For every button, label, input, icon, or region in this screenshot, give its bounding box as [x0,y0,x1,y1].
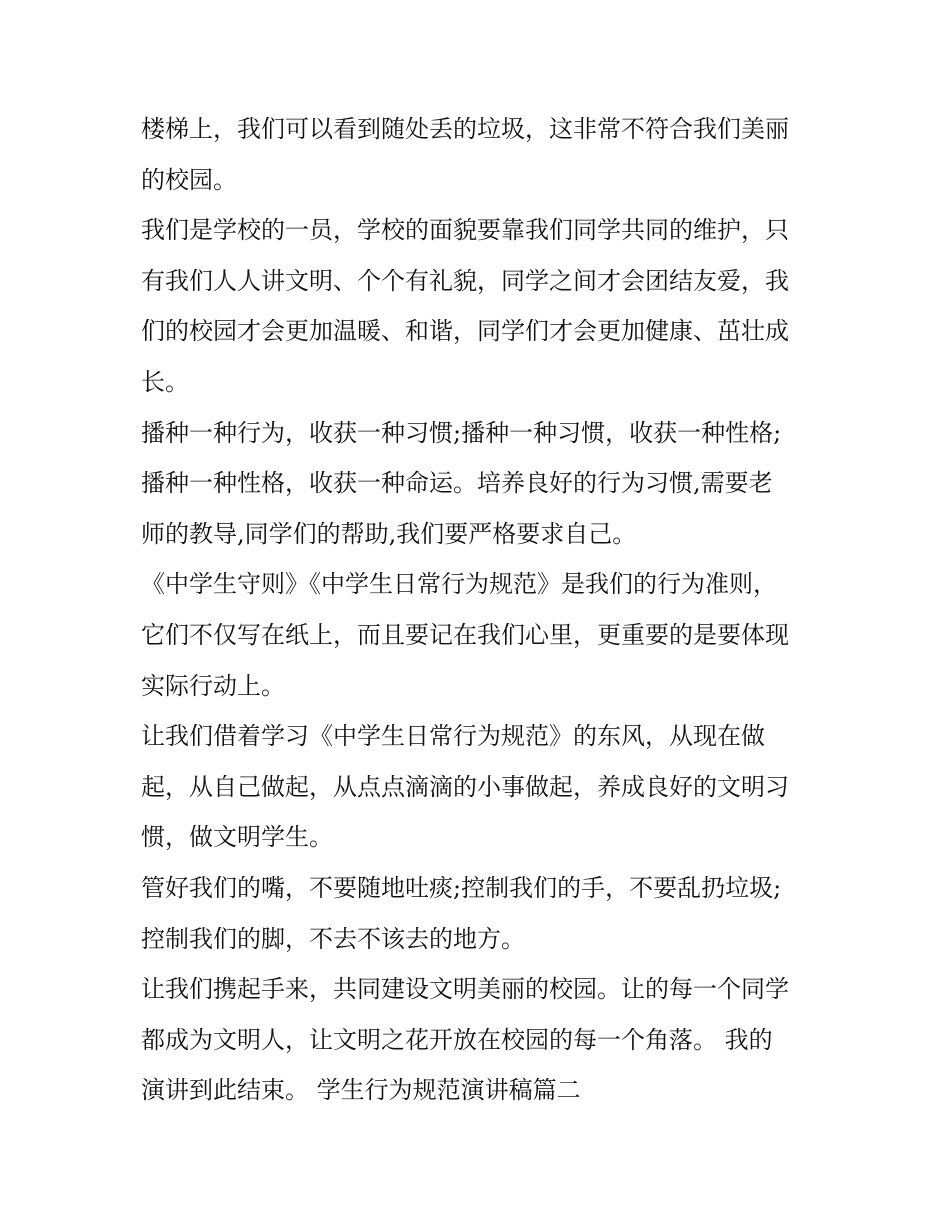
text-line: 师的教导,同学们的帮助,我们要严格要求自己。 [141,519,637,548]
text-line: 播种一种行为，收获一种习惯;播种一种习惯，收获一种性格; [141,418,782,447]
text-line: 《中学生守则》《中学生日常行为规范》是我们的行为准则， [141,570,777,599]
text-line: 们的校园才会更加温暖、和谐，同学们才会更加健康、茁壮成 [141,317,789,346]
text-line: 控制我们的脚，不去不该去的地方。 [141,924,525,953]
text-line: 播种一种性格，收获一种命运。培养良好的行为习惯,需要老 [141,469,773,498]
text-line: 我们是学校的一员，学校的面貌要靠我们同学共同的维护，只 [141,216,789,245]
text-line: 有我们人人讲文明、个个有礼貌，同学之间才会团结友爱，我 [141,266,789,295]
text-line: 都成为文明人，让文明之花开放在校园的每一个角落。 我的 [141,1025,773,1054]
text-line: 实际行动上。 [141,671,285,700]
text-line: 起，从自己做起，从点点滴滴的小事做起，养成良好的文明习 [141,772,789,801]
document-body [141,104,821,1116]
text-line: 让我们携起手来，共同建设文明美丽的校园。让的每一个同学 [141,975,789,1004]
text-line: 惯，做文明学生。 [141,823,333,852]
text-line: 管好我们的嘴，不要随地吐痰;控制我们的手，不要乱扔垃圾; [141,873,782,902]
text-line: 长。 [141,367,189,396]
text-line: 它们不仅写在纸上，而且要记在我们心里，更重要的是要体现 [141,620,789,649]
text-line: 演讲到此结束。 学生行为规范演讲稿篇二 [141,1076,581,1105]
text-line: 楼梯上，我们可以看到随处丢的垃圾，这非常不符合我们美丽 [141,115,789,143]
text-line: 的校园。 [141,165,237,194]
text-line: 让我们借着学习《中学生日常行为规范》的东风，从现在做 [141,722,765,751]
